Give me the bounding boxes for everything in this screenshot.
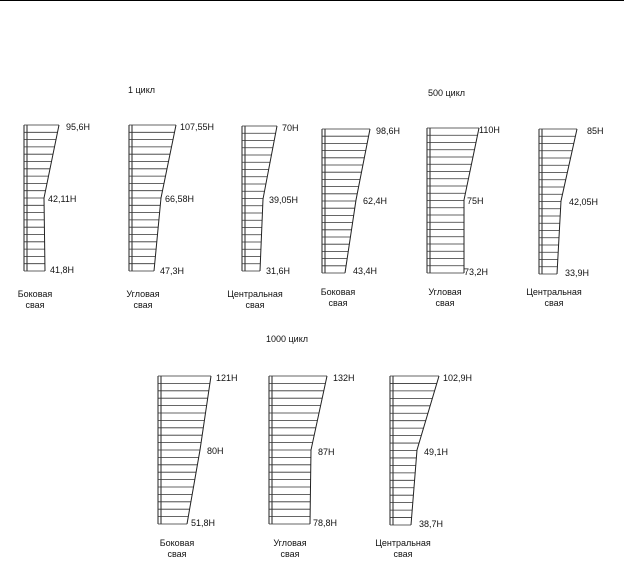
label-g1000-corner-mid: 87Н xyxy=(318,447,335,457)
caption-g500-center: Центральная свая xyxy=(526,287,582,308)
caption-g500-corner: Угловая свая xyxy=(428,287,462,308)
group-title-1000: 1000 цикл xyxy=(266,334,308,344)
label-g1000-side-top: 121Н xyxy=(216,373,238,383)
caption-g1-center: Центральная свая xyxy=(227,289,283,310)
label-g1-center-mid: 39,05Н xyxy=(269,195,299,205)
label-g500-center-bottom: 33,9Н xyxy=(565,268,590,278)
label-g1000-corner-bottom: 78,8Н xyxy=(313,518,338,528)
label-g500-corner-mid: 75Н xyxy=(467,196,484,206)
caption-g1-corner: Угловая свая xyxy=(126,289,160,310)
label-g1-side-mid: 42,11Н xyxy=(48,194,77,204)
caption-g1000-side: Боковая свая xyxy=(159,538,195,559)
label-g500-side-top: 98,6Н xyxy=(376,126,401,136)
label-g1000-side-bottom: 51,8Н xyxy=(191,518,216,528)
group-title-1: 1 цикл xyxy=(128,85,155,95)
label-g1000-side-mid: 80Н xyxy=(207,446,224,456)
label-g1000-center-mid: 49,1Н xyxy=(424,447,449,457)
caption-g1000-center: Центральная свая xyxy=(375,538,431,559)
label-g500-center-mid: 42,05Н xyxy=(569,197,599,207)
label-g500-center-top: 85Н xyxy=(587,126,604,136)
caption-g500-side: Боковая свая xyxy=(320,287,356,308)
label-g500-side-mid: 62,4Н xyxy=(363,196,388,206)
label-g1-center-bottom: 31,6Н xyxy=(266,266,291,276)
caption-g1000-corner: Угловая свая xyxy=(273,538,307,559)
label-g1-corner-bottom: 47,3Н xyxy=(160,266,185,276)
label-g1000-corner-top: 132Н xyxy=(333,373,355,383)
label-g500-side-bottom: 43,4Н xyxy=(353,266,378,276)
label-g1000-center-top: 102,9Н xyxy=(443,373,473,383)
label-g1000-center-bottom: 38,7Н xyxy=(419,519,444,529)
label-g1-side-top: 95,6Н xyxy=(66,122,91,132)
label-g500-corner-bottom: 73,2Н xyxy=(464,267,489,277)
label-g1-side-bottom: 41,8Н xyxy=(50,265,75,275)
label-g1-corner-mid: 66,58Н xyxy=(165,194,195,204)
caption-g1-side: Боковая свая xyxy=(17,289,53,310)
label-g1-center-top: 70Н xyxy=(282,123,299,133)
group-title-500: 500 цикл xyxy=(428,88,465,98)
label-g1-corner-top: 107,55Н xyxy=(180,122,215,132)
label-g500-corner-top: 110Н xyxy=(479,125,500,135)
